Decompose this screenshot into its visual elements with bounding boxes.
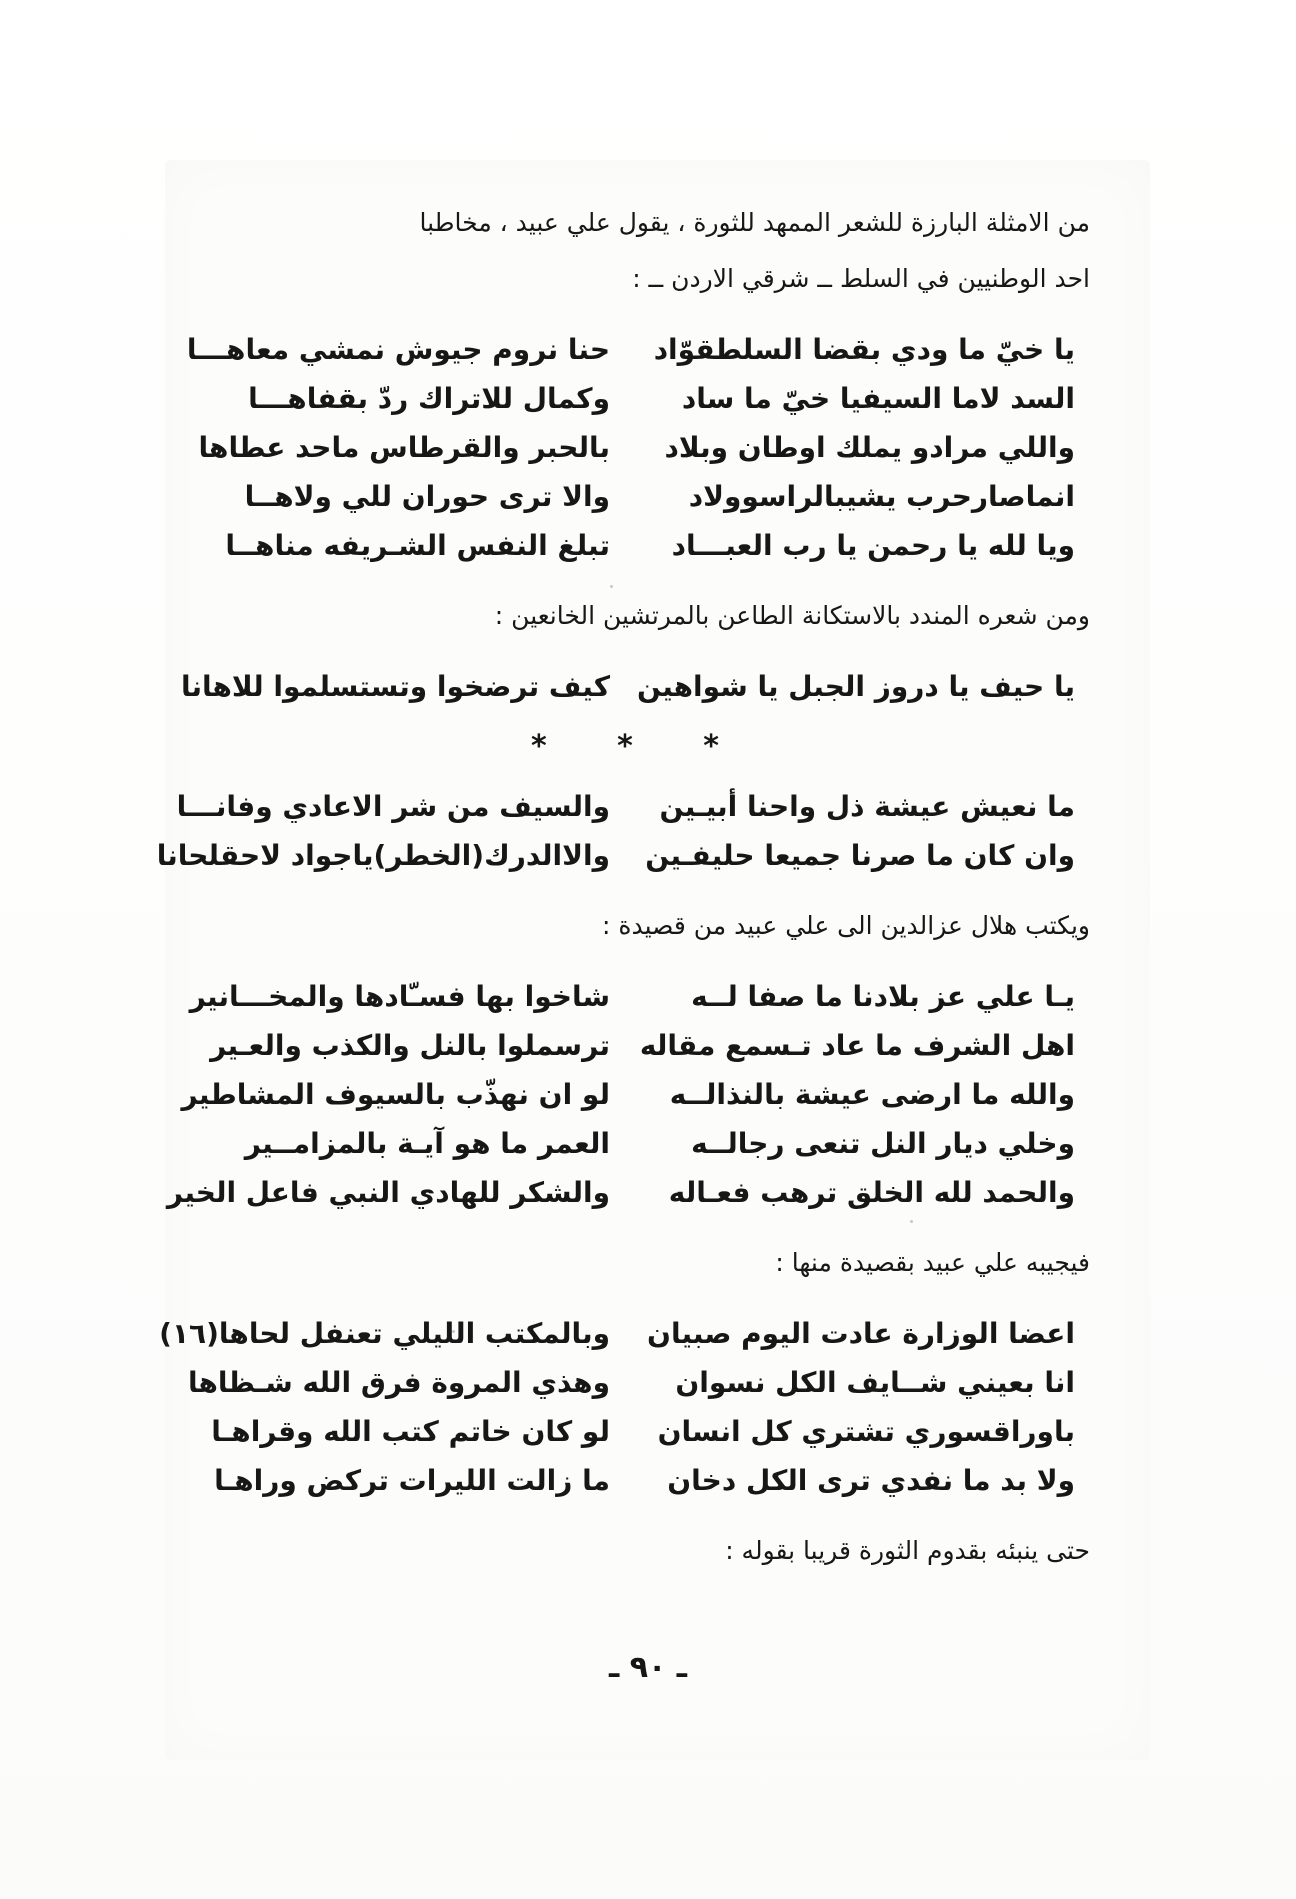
verse [159, 1309, 1075, 1358]
verse-first-half: ولا بد ما نفدي ترى الكل دخان [667, 1464, 1075, 1497]
verse [189, 972, 1075, 1021]
verse-first-half: ويا لله يا رحمن يا رب العبـــاد [671, 529, 1075, 562]
verse [200, 1456, 1075, 1505]
verse-first-half: يا خيّ ما ودي بقضا السلطقوّاد [653, 333, 1075, 366]
verse [200, 472, 1075, 521]
asterism-separator: * * * [531, 729, 749, 764]
verse-second-half: ما زالت الليرات تركض وراهـا [214, 1464, 610, 1497]
verse-second-half: وكمال للاتراك ردّ بقفاهـــا [248, 382, 610, 415]
verse-first-half: انماصارحرب يشيبالراسوولاد [688, 480, 1075, 513]
verse [156, 831, 1075, 880]
verse [166, 1168, 1075, 1217]
verse-second-half: شاخوا بها فسـّادها والمخـــانير [189, 980, 610, 1013]
verse [200, 423, 1075, 472]
verse-first-half: والله ما ارضى عيشة بالنذالــه [669, 1078, 1075, 1111]
verse-second-half: كيف ترضخوا وتستسلموا للاهانا [180, 670, 610, 703]
verse [200, 1119, 1075, 1168]
poem-1 [186, 325, 1090, 570]
caption-6: حتى ينبئه بقدوم الثورة قريبا بقوله : [725, 1536, 1090, 1565]
verse-second-half: وهذي المروة فرق الله شـظاها [187, 1366, 610, 1399]
caption-2: ومن شعره المندد بالاستكانة الطاعن بالمرتشين الخانعين : [494, 601, 1090, 630]
caption-5: فيجيبه علي عبيد بقصيدة منها : [775, 1248, 1090, 1277]
verse [180, 662, 1075, 711]
verse [200, 1407, 1075, 1456]
verse-first-half: يـا علي عز بلادنا ما صفا لــه [691, 980, 1075, 1013]
verse-second-half: العمر ما هو آيـة بالمزامــير [244, 1127, 610, 1160]
verse-first-half: باوراقسوري تشتري كل انسان [657, 1415, 1075, 1448]
poem-2 [180, 662, 1090, 711]
verse-first-half: وخلي ديار النل تنعى رجالــه [691, 1127, 1075, 1160]
page-number: ـ ٩٠ ـ [608, 1650, 688, 1685]
verse-second-half: والا ترى حوران للي ولاهــا [244, 480, 610, 513]
verse [187, 1358, 1075, 1407]
verse-first-half: اهل الشرف ما عاد تـسمع مقاله [639, 1029, 1075, 1062]
verse-second-half: والسيف من شر الاعادي وفانـــا [176, 790, 610, 823]
page-content [156, 205, 1090, 1579]
verse-second-half: تبلغ النفس الشـريفه مناهــا [225, 529, 610, 562]
verse [186, 325, 1075, 374]
verse [176, 782, 1075, 831]
verse-second-half: وبالمكتب الليلي تعنفل لحاها(١٦) [159, 1317, 610, 1350]
verse-second-half: بالحبر والقرطاس ماحد عطاها [198, 431, 610, 464]
intro-line-2: احد الوطنيين في السلط ــ شرقي الاردن ــ : [632, 264, 1090, 293]
verse-second-half: ترسملوا بالنل والكذب والعـير [210, 1029, 610, 1062]
verse-first-half: واللي مرادو يملك اوطان وبلاد [664, 431, 1075, 464]
caption-4: ويكتب هلال عزالدين الى علي عبيد من قصيدة : [602, 911, 1090, 940]
verse-first-half: يا حيف يا دروز الجبل يا شواهين [637, 670, 1075, 703]
verse-first-half: اعضا الوزارة عادت اليوم صبيان [647, 1317, 1075, 1350]
poem-3 [156, 782, 1090, 880]
poem-5 [159, 1309, 1090, 1505]
verse-second-half: حنا نروم جيوش نمشي معاهـــا [186, 333, 610, 366]
verse [200, 521, 1075, 570]
verse-first-half: والحمد لله الخلق ترهب فعـاله [668, 1176, 1075, 1209]
verse-first-half: وان كان ما صرنا جميعا حليفـين [645, 839, 1075, 872]
poem-4 [166, 972, 1090, 1217]
verse-first-half: ما نعيش عيشة ذل واحنا أبيـين [659, 790, 1075, 823]
verse [200, 374, 1075, 423]
intro-line-1: من الامثلة البارزة للشعر الممهد للثورة ، يقول علي عبيد ، مخاطبا [419, 208, 1090, 237]
verse [181, 1070, 1075, 1119]
verse-second-half: لو كان خاتم كتب الله وقراهـا [211, 1415, 610, 1448]
verse [200, 1021, 1075, 1070]
verse-second-half: والشكر للهادي النبي فاعل الخير [166, 1176, 610, 1209]
verse-first-half: السد لاما السيفيا خيّ ما ساد [681, 382, 1075, 415]
verse-first-half: انا بعيني شــايف الكل نسوان [675, 1366, 1075, 1399]
verse-second-half: والاالدرك(الخطر)ياجواد لاحقلحانا [156, 839, 610, 872]
verse-second-half: لو ان نهذّب بالسيوف المشاطير [181, 1078, 610, 1111]
